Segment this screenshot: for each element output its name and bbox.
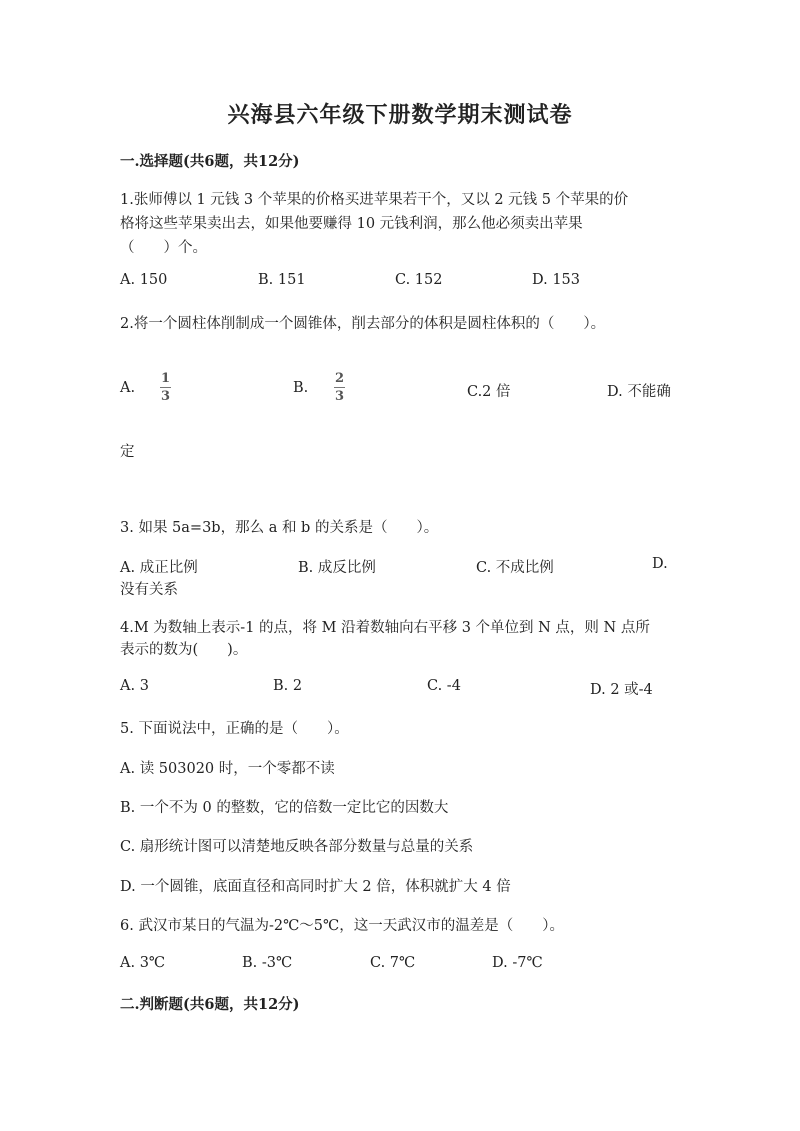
q4-option-a: A. 3 (120, 678, 149, 694)
q6-option-d: D. -7℃ (492, 955, 543, 971)
q1-option-c: C. 152 (395, 272, 443, 288)
q1-option-a: A. 150 (120, 272, 168, 288)
q5-option-a: A. 读 503020 时，一个零都不读 (120, 761, 335, 777)
q6-option-b: B. -3℃ (242, 955, 293, 971)
q2-a-numerator: 1 (161, 371, 171, 386)
q3-option-b: B. 成反比例 (298, 560, 376, 576)
q2-option-c: C.2 倍 (467, 384, 511, 400)
q2-option-a-fraction (160, 372, 171, 403)
q2-a-denominator: 3 (161, 389, 171, 404)
q1-line-3: （ ）个。 (120, 240, 207, 256)
q1-line-2: 格将这些苹果卖出去，如果他要赚得 10 元钱利润，那么他必须卖出苹果 (120, 216, 583, 232)
q2-option-a-label: A. (120, 380, 136, 396)
q1-option-b: B. 151 (258, 272, 306, 288)
q4-option-d: D. 2 或-4 (590, 682, 653, 698)
q6-stem: 6. 武汉市某日的气温为-2℃～5℃，这一天武汉市的温差是（ ）。 (120, 918, 564, 934)
q2-b-denominator: 3 (335, 389, 345, 404)
q2-option-d: D. 不能确 (607, 384, 671, 400)
q2-stem: 2.将一个圆柱体削制成一个圆锥体，削去部分的体积是圆柱体积的（ ）。 (120, 316, 606, 332)
q3-option-d: D. (652, 556, 668, 572)
q5-option-d: D. 一个圆锥，底面直径和高同时扩大 2 倍，体积就扩大 4 倍 (120, 879, 511, 895)
section-heading-judgment: 二.判断题(共6题，共12分) (120, 996, 300, 1013)
fraction-bar (160, 387, 171, 388)
q4-option-c: C. -4 (427, 678, 461, 694)
q5-option-b: B. 一个不为 0 的整数，它的倍数一定比它的因数大 (120, 800, 449, 816)
fraction-bar (334, 387, 345, 388)
q6-option-c: C. 7℃ (370, 955, 416, 971)
q1-line-1: 1.张师傅以 1 元钱 3 个苹果的价格买进苹果若干个，又以 2 元钱 5 个苹果的价 (120, 192, 629, 208)
q6-option-a: A. 3℃ (120, 955, 166, 971)
q4-line-2: 表示的数为( )。 (120, 642, 248, 658)
q2-option-b-label: B. (293, 380, 309, 396)
q3-option-a: A. 成正比例 (120, 560, 198, 576)
page-title: 兴海县六年级下册数学期末测试卷 (227, 102, 573, 128)
q2-option-b-fraction (334, 372, 345, 403)
q1-option-d: D. 153 (532, 272, 581, 288)
q2-b-numerator: 2 (335, 371, 345, 386)
q5-option-c: C. 扇形统计图可以清楚地反映各部分数量与总量的关系 (120, 839, 474, 855)
q3-option-c: C. 不成比例 (476, 560, 554, 576)
q2-option-d-continued: 定 (120, 444, 135, 460)
q3-stem: 3. 如果 5a=3b，那么 a 和 b 的关系是（ ）。 (120, 520, 439, 536)
q4-option-b: B. 2 (273, 678, 303, 694)
section-heading-choice: 一.选择题(共6题，共12分) (120, 153, 300, 170)
q5-stem: 5. 下面说法中，正确的是（ ）。 (120, 721, 349, 737)
q3-option-d-continued: 没有关系 (120, 582, 178, 598)
q4-line-1: 4.M 为数轴上表示-1 的点，将 M 沿着数轴向右平移 3 个单位到 N 点，则 N 点所 (120, 620, 650, 636)
